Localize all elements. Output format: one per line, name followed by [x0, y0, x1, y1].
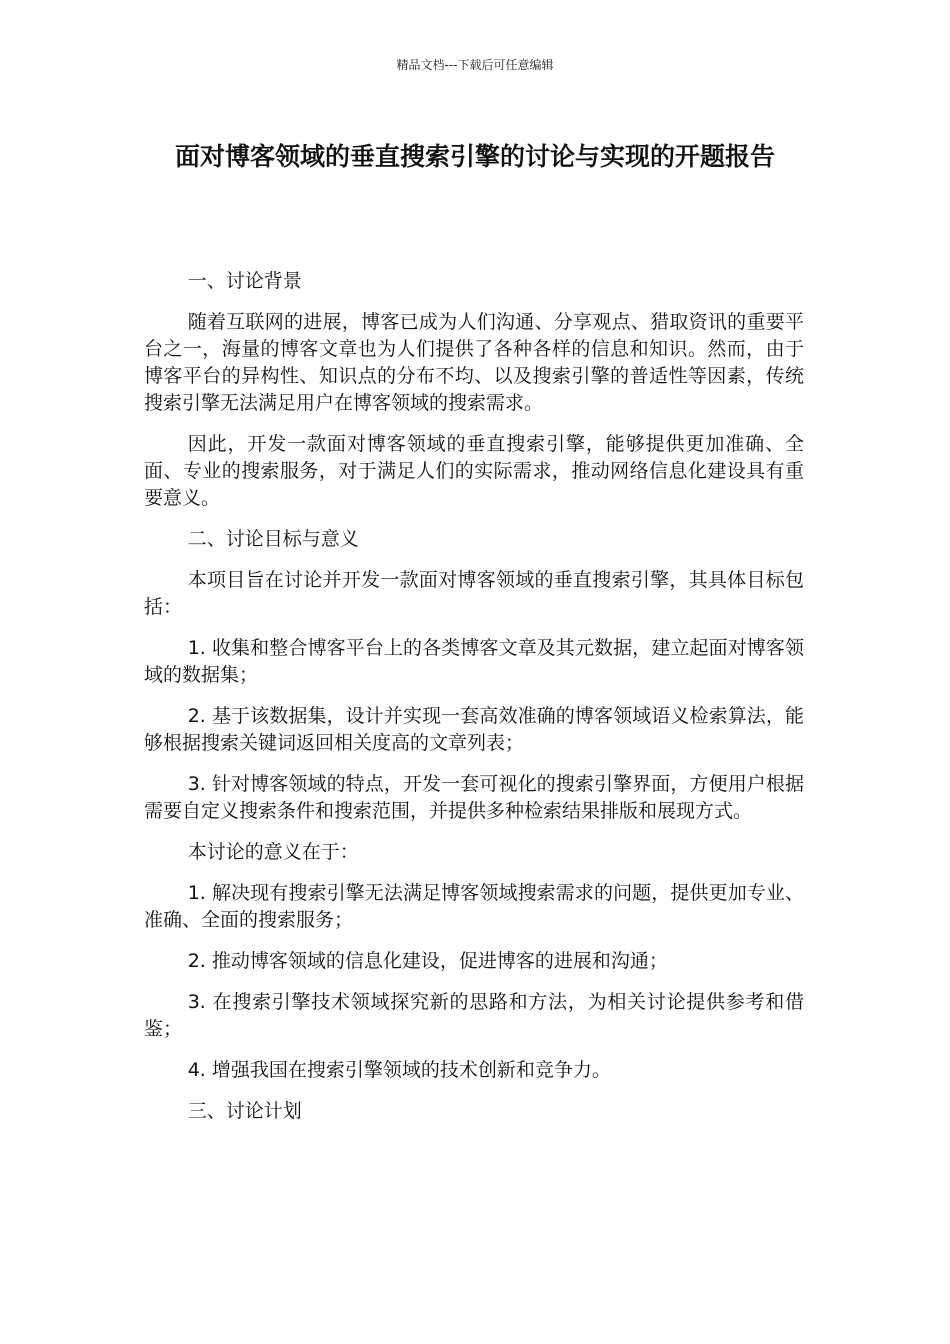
list-item-goal-1: 1. 收集和整合博客平台上的各类博客文章及其元数据，建立起面对博客领域的数据集； — [144, 637, 804, 686]
section-heading-plan: 三、讨论计划 — [187, 1100, 302, 1122]
list-item-significance-1: 1. 解决现有搜索引擎无法满足博客领域搜索需求的问题，提供更加专业、准确、全面的搜索服务； — [144, 882, 804, 931]
paragraph-background: 随着互联网的进展，博客已成为人们沟通、分享观点、猎取资讯的重要平台之一，海量的博客文章也为人们提供了各种各样的信息和知识。然而，由于博客平台的异构性、知识点的分布不均、以及搜索引擎的普适性等因素，传统搜索引擎无法满足用户在博客领域的搜索需求。 — [144, 311, 804, 414]
paragraph-significance-intro: 本讨论的意义在于： — [187, 841, 359, 863]
document-body — [144, 268, 804, 1139]
list-item-goal-3: 3. 针对博客领域的特点，开发一套可视化的搜索引擎界面，方便用户根据需要自定义搜索条件和搜索范围，并提供多种检索结果排版和展现方式。 — [144, 773, 804, 822]
page-header-note: 精品文档---下载后可任意编辑 — [396, 58, 554, 72]
list-item-significance-4: 4. 增强我国在搜索引擎领域的技术创新和竞争力。 — [187, 1059, 611, 1081]
list-item-goal-2: 2. 基于该数据集，设计并实现一套高效准确的博客领域语义检索算法，能够根据搜索关键词返回相关度高的文章列表； — [144, 705, 804, 754]
section-heading-goals: 二、讨论目标与意义 — [187, 528, 359, 550]
paragraph-goals-intro: 本项目旨在讨论并开发一款面对博客领域的垂直搜索引擎，其具体目标包括： — [144, 569, 804, 618]
list-item-significance-2: 2. 推动博客领域的信息化建设，促进博客的进展和沟通； — [187, 950, 668, 972]
paragraph-motivation: 因此，开发一款面对博客领域的垂直搜索引擎，能够提供更加准确、全面、专业的搜索服务，对于满足人们的实际需求，推动网络信息化建设具有重要意义。 — [144, 433, 804, 509]
list-item-significance-3: 3. 在搜索引擎技术领域探究新的思路和方法，为相关讨论提供参考和借鉴； — [144, 991, 804, 1040]
document-title: 面对博客领域的垂直搜索引擎的讨论与实现的开题报告 — [174, 142, 775, 171]
section-heading-background: 一、讨论背景 — [187, 270, 302, 292]
